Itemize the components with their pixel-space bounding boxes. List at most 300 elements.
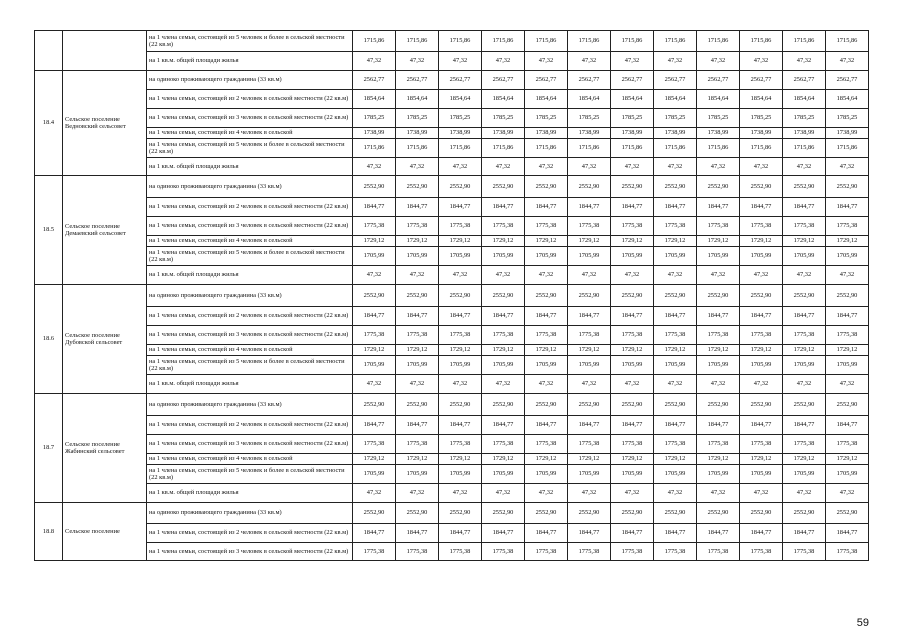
value-cell: 47,32 bbox=[525, 52, 568, 71]
value-cell: 1775,38 bbox=[396, 217, 439, 236]
value-cell: 1775,38 bbox=[482, 217, 525, 236]
value-cell: 1775,38 bbox=[783, 217, 826, 236]
value-cell: 47,32 bbox=[783, 266, 826, 285]
value-cell: 47,32 bbox=[740, 266, 783, 285]
value-cell: 47,32 bbox=[482, 484, 525, 503]
value-cell: 1775,38 bbox=[396, 435, 439, 454]
table-row bbox=[35, 285, 869, 307]
value-cell: 2552,90 bbox=[611, 285, 654, 307]
value-cell: 1775,38 bbox=[568, 217, 611, 236]
value-cell: 1729,12 bbox=[439, 454, 482, 465]
value-cell: 1854,64 bbox=[740, 90, 783, 109]
value-cell: 1785,25 bbox=[482, 109, 525, 128]
value-cell: 47,32 bbox=[697, 52, 740, 71]
value-cell: 47,32 bbox=[654, 52, 697, 71]
section-number: 18.8 bbox=[35, 503, 63, 561]
value-cell: 47,32 bbox=[740, 158, 783, 176]
value-cell: 1705,99 bbox=[740, 247, 783, 266]
value-cell: 47,32 bbox=[439, 375, 482, 394]
value-cell: 1844,77 bbox=[568, 307, 611, 326]
value-cell: 47,32 bbox=[611, 484, 654, 503]
value-cell: 2552,90 bbox=[654, 176, 697, 198]
row-label: на 1 члена семьи, состоящей из 5 человек и более в сельской местности (22 кв.м) bbox=[147, 31, 353, 52]
value-cell: 1729,12 bbox=[783, 454, 826, 465]
value-cell: 1775,38 bbox=[396, 326, 439, 345]
value-cell: 1844,77 bbox=[783, 416, 826, 435]
value-cell: 2552,90 bbox=[826, 394, 869, 416]
value-cell: 1705,99 bbox=[654, 356, 697, 375]
row-label: на одиноко проживающего гражданина (33 кв.м) bbox=[147, 394, 353, 416]
value-cell: 2552,90 bbox=[525, 503, 568, 524]
value-cell: 1844,77 bbox=[353, 416, 396, 435]
row-label: на 1 кв.м. общей площади жилья bbox=[147, 375, 353, 394]
settlement-name: Сельское поселение Жабинский сельсовет bbox=[63, 394, 147, 503]
table-row bbox=[35, 128, 869, 139]
value-cell: 1844,77 bbox=[525, 307, 568, 326]
value-cell: 2562,77 bbox=[396, 71, 439, 90]
settlement-name: Сельское поселение Ведновский сельсовет bbox=[63, 71, 147, 176]
value-cell: 1729,12 bbox=[826, 236, 869, 247]
value-cell: 1775,38 bbox=[611, 326, 654, 345]
value-cell: 1775,38 bbox=[697, 217, 740, 236]
value-cell: 2562,77 bbox=[439, 71, 482, 90]
value-cell: 1844,77 bbox=[654, 307, 697, 326]
table-row bbox=[35, 394, 869, 416]
value-cell: 1715,86 bbox=[396, 139, 439, 158]
value-cell: 47,32 bbox=[783, 52, 826, 71]
value-cell: 1775,38 bbox=[439, 326, 482, 345]
value-cell: 1844,77 bbox=[697, 307, 740, 326]
settlement-name: Сельское поселение Демаевский сельсовет bbox=[63, 176, 147, 285]
value-cell: 1844,77 bbox=[826, 307, 869, 326]
row-label: на 1 члена семьи, состоящей из 2 человек в сельской местности (22 кв.м) bbox=[147, 198, 353, 217]
table-row bbox=[35, 31, 869, 52]
value-cell: 2552,90 bbox=[353, 176, 396, 198]
value-cell: 1844,77 bbox=[353, 524, 396, 543]
value-cell: 1775,38 bbox=[826, 435, 869, 454]
value-cell: 2552,90 bbox=[568, 176, 611, 198]
value-cell: 47,32 bbox=[482, 375, 525, 394]
value-cell: 1715,86 bbox=[439, 139, 482, 158]
value-cell: 1785,25 bbox=[611, 109, 654, 128]
value-cell: 2552,90 bbox=[783, 503, 826, 524]
table-row bbox=[35, 139, 869, 158]
value-cell: 1854,64 bbox=[482, 90, 525, 109]
row-label: на 1 кв.м. общей площади жилья bbox=[147, 484, 353, 503]
table-row bbox=[35, 326, 869, 345]
value-cell: 1775,38 bbox=[396, 543, 439, 561]
value-cell: 1715,86 bbox=[525, 31, 568, 52]
value-cell: 1775,38 bbox=[611, 435, 654, 454]
value-cell: 1844,77 bbox=[439, 307, 482, 326]
value-cell: 1715,86 bbox=[482, 139, 525, 158]
value-cell: 1775,38 bbox=[611, 217, 654, 236]
value-cell: 2552,90 bbox=[439, 503, 482, 524]
value-cell: 1705,99 bbox=[568, 247, 611, 266]
value-cell: 2552,90 bbox=[396, 503, 439, 524]
value-cell: 1715,86 bbox=[482, 31, 525, 52]
value-cell: 1715,86 bbox=[439, 31, 482, 52]
value-cell: 1715,86 bbox=[826, 139, 869, 158]
value-cell: 1715,86 bbox=[654, 31, 697, 52]
value-cell: 1854,64 bbox=[654, 90, 697, 109]
table-row bbox=[35, 503, 869, 524]
value-cell: 1705,99 bbox=[611, 465, 654, 484]
value-cell: 47,32 bbox=[654, 266, 697, 285]
value-cell: 1705,99 bbox=[396, 247, 439, 266]
value-cell: 2552,90 bbox=[525, 176, 568, 198]
value-cell: 2552,90 bbox=[482, 503, 525, 524]
value-cell: 47,32 bbox=[482, 158, 525, 176]
value-cell: 1738,99 bbox=[439, 128, 482, 139]
value-cell: 1844,77 bbox=[396, 416, 439, 435]
value-cell: 1729,12 bbox=[568, 236, 611, 247]
value-cell: 1844,77 bbox=[525, 198, 568, 217]
value-cell: 2552,90 bbox=[826, 176, 869, 198]
value-cell: 1775,38 bbox=[482, 543, 525, 561]
value-cell: 47,32 bbox=[740, 375, 783, 394]
value-cell: 2552,90 bbox=[654, 503, 697, 524]
value-cell: 1705,99 bbox=[396, 356, 439, 375]
row-label: на 1 члена семьи, состоящей из 4 человек в сельской bbox=[147, 454, 353, 465]
value-cell: 1705,99 bbox=[482, 356, 525, 375]
value-cell: 1775,38 bbox=[353, 326, 396, 345]
value-cell: 47,32 bbox=[439, 484, 482, 503]
value-cell: 47,32 bbox=[826, 52, 869, 71]
value-cell: 1844,77 bbox=[439, 416, 482, 435]
row-label: на 1 члена семьи, состоящей из 3 человек в сельской местности (22 кв.м) bbox=[147, 435, 353, 454]
value-cell: 1844,77 bbox=[654, 198, 697, 217]
value-cell: 2552,90 bbox=[740, 394, 783, 416]
row-label: на 1 кв.м. общей площади жилья bbox=[147, 158, 353, 176]
table-row bbox=[35, 247, 869, 266]
value-cell: 47,32 bbox=[353, 52, 396, 71]
value-cell: 1715,86 bbox=[396, 31, 439, 52]
value-cell: 1729,12 bbox=[482, 236, 525, 247]
value-cell: 1854,64 bbox=[568, 90, 611, 109]
section-number: 18.4 bbox=[35, 71, 63, 176]
value-cell: 47,32 bbox=[697, 266, 740, 285]
value-cell: 1844,77 bbox=[525, 524, 568, 543]
row-label: на одиноко проживающего гражданина (33 кв.м) bbox=[147, 71, 353, 90]
value-cell: 1775,38 bbox=[654, 326, 697, 345]
value-cell: 1775,38 bbox=[568, 543, 611, 561]
value-cell: 1715,86 bbox=[697, 139, 740, 158]
value-cell: 2552,90 bbox=[353, 503, 396, 524]
value-cell: 1844,77 bbox=[654, 416, 697, 435]
row-label: на 1 члена семьи, состоящей из 3 человек в сельской местности (22 кв.м) bbox=[147, 109, 353, 128]
value-cell: 2562,77 bbox=[611, 71, 654, 90]
value-cell: 1844,77 bbox=[396, 198, 439, 217]
value-cell: 1729,12 bbox=[525, 236, 568, 247]
value-cell: 1844,77 bbox=[482, 307, 525, 326]
value-cell: 1705,99 bbox=[396, 465, 439, 484]
value-cell: 1705,99 bbox=[654, 465, 697, 484]
value-cell: 1729,12 bbox=[654, 236, 697, 247]
table-row bbox=[35, 375, 869, 394]
table-row bbox=[35, 543, 869, 561]
value-cell: 2562,77 bbox=[654, 71, 697, 90]
row-label: на 1 члена семьи, состоящей из 5 человек и более в сельской местности (22 кв.м) bbox=[147, 247, 353, 266]
value-cell: 1775,38 bbox=[697, 543, 740, 561]
value-cell: 1844,77 bbox=[353, 198, 396, 217]
value-cell: 1705,99 bbox=[783, 247, 826, 266]
value-cell: 1775,38 bbox=[697, 435, 740, 454]
value-cell: 1775,38 bbox=[826, 217, 869, 236]
value-cell: 1844,77 bbox=[611, 198, 654, 217]
value-cell: 1729,12 bbox=[482, 345, 525, 356]
value-cell: 1705,99 bbox=[740, 465, 783, 484]
value-cell: 1715,86 bbox=[611, 31, 654, 52]
value-cell: 47,32 bbox=[611, 158, 654, 176]
table-row bbox=[35, 484, 869, 503]
value-cell: 1729,12 bbox=[482, 454, 525, 465]
value-cell: 1729,12 bbox=[611, 345, 654, 356]
value-cell: 1854,64 bbox=[353, 90, 396, 109]
value-cell: 1775,38 bbox=[482, 326, 525, 345]
value-cell: 1844,77 bbox=[396, 524, 439, 543]
value-cell: 1844,77 bbox=[611, 307, 654, 326]
value-cell: 1705,99 bbox=[611, 247, 654, 266]
value-cell: 1844,77 bbox=[740, 416, 783, 435]
value-cell: 2552,90 bbox=[740, 285, 783, 307]
value-cell: 1729,12 bbox=[439, 345, 482, 356]
row-label: на 1 члена семьи, состоящей из 2 человек в сельской местности (22 кв.м) bbox=[147, 416, 353, 435]
table-row bbox=[35, 198, 869, 217]
value-cell: 2552,90 bbox=[525, 394, 568, 416]
value-cell: 1854,64 bbox=[783, 90, 826, 109]
value-cell: 47,32 bbox=[783, 484, 826, 503]
value-cell: 2552,90 bbox=[482, 176, 525, 198]
table-row bbox=[35, 109, 869, 128]
value-cell: 1844,77 bbox=[697, 198, 740, 217]
value-cell: 1785,25 bbox=[525, 109, 568, 128]
table-row bbox=[35, 236, 869, 247]
value-cell: 1844,77 bbox=[783, 307, 826, 326]
tariff-table bbox=[34, 30, 869, 561]
value-cell: 1729,12 bbox=[525, 345, 568, 356]
value-cell: 47,32 bbox=[525, 158, 568, 176]
value-cell: 47,32 bbox=[525, 484, 568, 503]
value-cell: 2552,90 bbox=[697, 176, 740, 198]
value-cell: 1775,38 bbox=[568, 435, 611, 454]
row-label: на 1 члена семьи, состоящей из 3 человек в сельской местности (22 кв.м) bbox=[147, 326, 353, 345]
value-cell: 1775,38 bbox=[826, 326, 869, 345]
value-cell: 1715,86 bbox=[611, 139, 654, 158]
value-cell: 1775,38 bbox=[525, 217, 568, 236]
value-cell: 1844,77 bbox=[525, 416, 568, 435]
value-cell: 47,32 bbox=[396, 375, 439, 394]
value-cell: 47,32 bbox=[525, 266, 568, 285]
value-cell: 1844,77 bbox=[740, 198, 783, 217]
value-cell: 1775,38 bbox=[525, 543, 568, 561]
value-cell: 1738,99 bbox=[740, 128, 783, 139]
value-cell: 1785,25 bbox=[396, 109, 439, 128]
section-number: 18.6 bbox=[35, 285, 63, 394]
row-label: на 1 члена семьи, состоящей из 3 человек в сельской местности (22 кв.м) bbox=[147, 217, 353, 236]
value-cell: 1729,12 bbox=[654, 454, 697, 465]
value-cell: 1775,38 bbox=[826, 543, 869, 561]
value-cell: 2552,90 bbox=[740, 176, 783, 198]
value-cell: 2552,90 bbox=[568, 394, 611, 416]
value-cell: 2562,77 bbox=[826, 71, 869, 90]
value-cell: 47,32 bbox=[740, 484, 783, 503]
value-cell: 47,32 bbox=[396, 158, 439, 176]
value-cell: 2552,90 bbox=[396, 285, 439, 307]
value-cell: 1775,38 bbox=[525, 326, 568, 345]
table-row bbox=[35, 176, 869, 198]
value-cell: 1705,99 bbox=[525, 247, 568, 266]
value-cell: 1854,64 bbox=[697, 90, 740, 109]
value-cell: 1775,38 bbox=[740, 435, 783, 454]
table-row bbox=[35, 52, 869, 71]
value-cell: 47,32 bbox=[353, 158, 396, 176]
value-cell: 1715,86 bbox=[826, 31, 869, 52]
value-cell: 2552,90 bbox=[353, 285, 396, 307]
row-label: на 1 кв.м. общей площади жилья bbox=[147, 52, 353, 71]
value-cell: 1715,86 bbox=[740, 139, 783, 158]
value-cell: 47,32 bbox=[568, 266, 611, 285]
value-cell: 47,32 bbox=[353, 484, 396, 503]
value-cell: 1705,99 bbox=[697, 356, 740, 375]
row-label: на 1 члена семьи, состоящей из 5 человек и более в сельской местности (22 кв.м) bbox=[147, 356, 353, 375]
value-cell: 1844,77 bbox=[783, 524, 826, 543]
page-number: 59 bbox=[856, 617, 869, 629]
value-cell: 1715,86 bbox=[740, 31, 783, 52]
value-cell: 2562,77 bbox=[353, 71, 396, 90]
value-cell: 1705,99 bbox=[439, 356, 482, 375]
value-cell: 1775,38 bbox=[611, 543, 654, 561]
value-cell: 47,32 bbox=[654, 484, 697, 503]
value-cell: 1844,77 bbox=[353, 307, 396, 326]
value-cell: 1738,99 bbox=[525, 128, 568, 139]
value-cell: 1775,38 bbox=[740, 543, 783, 561]
value-cell: 1854,64 bbox=[439, 90, 482, 109]
value-cell: 1775,38 bbox=[740, 217, 783, 236]
row-label: на 1 члена семьи, состоящей из 4 человек в сельской bbox=[147, 345, 353, 356]
row-label: на 1 члена семьи, состоящей из 2 человек в сельской местности (22 кв.м) bbox=[147, 524, 353, 543]
value-cell: 2562,77 bbox=[740, 71, 783, 90]
value-cell: 1844,77 bbox=[439, 198, 482, 217]
value-cell: 47,32 bbox=[525, 375, 568, 394]
value-cell: 1775,38 bbox=[654, 543, 697, 561]
value-cell: 1715,86 bbox=[353, 139, 396, 158]
value-cell: 1705,99 bbox=[439, 465, 482, 484]
row-label: на 1 члена семьи, состоящей из 3 человек в сельской местности (22 кв.м) bbox=[147, 543, 353, 561]
value-cell: 47,32 bbox=[353, 266, 396, 285]
value-cell: 2552,90 bbox=[611, 503, 654, 524]
value-cell: 1729,12 bbox=[826, 345, 869, 356]
value-cell: 2552,90 bbox=[783, 285, 826, 307]
value-cell: 1775,38 bbox=[439, 543, 482, 561]
value-cell: 1844,77 bbox=[568, 524, 611, 543]
value-cell: 1844,77 bbox=[439, 524, 482, 543]
value-cell: 2552,90 bbox=[826, 285, 869, 307]
value-cell: 1785,25 bbox=[568, 109, 611, 128]
table-row bbox=[35, 465, 869, 484]
value-cell: 2552,90 bbox=[611, 176, 654, 198]
value-cell: 1705,99 bbox=[826, 356, 869, 375]
value-cell: 1775,38 bbox=[654, 435, 697, 454]
table-row bbox=[35, 90, 869, 109]
value-cell: 1729,12 bbox=[783, 236, 826, 247]
value-cell: 1785,25 bbox=[826, 109, 869, 128]
row-label: на 1 члена семьи, состоящей из 4 человек в сельской bbox=[147, 236, 353, 247]
value-cell: 1775,38 bbox=[482, 435, 525, 454]
value-cell: 47,32 bbox=[697, 375, 740, 394]
value-cell: 1844,77 bbox=[697, 524, 740, 543]
table-row bbox=[35, 524, 869, 543]
value-cell: 1729,12 bbox=[654, 345, 697, 356]
value-cell: 1844,77 bbox=[482, 524, 525, 543]
value-cell: 47,32 bbox=[740, 52, 783, 71]
value-cell: 1775,38 bbox=[783, 326, 826, 345]
value-cell: 2552,90 bbox=[783, 394, 826, 416]
row-label: на одиноко проживающего гражданина (33 кв.м) bbox=[147, 176, 353, 198]
value-cell: 1729,12 bbox=[568, 345, 611, 356]
section-number: 18.5 bbox=[35, 176, 63, 285]
value-cell: 1705,99 bbox=[697, 465, 740, 484]
value-cell: 2552,90 bbox=[482, 285, 525, 307]
value-cell: 47,32 bbox=[611, 52, 654, 71]
row-label: на 1 члена семьи, состоящей из 5 человек и более в сельской местности (22 кв.м) bbox=[147, 139, 353, 158]
value-cell: 1729,12 bbox=[740, 454, 783, 465]
value-cell: 1785,25 bbox=[654, 109, 697, 128]
value-cell: 1785,25 bbox=[783, 109, 826, 128]
value-cell: 1844,77 bbox=[568, 416, 611, 435]
value-cell: 1854,64 bbox=[611, 90, 654, 109]
value-cell: 1705,99 bbox=[482, 247, 525, 266]
value-cell: 47,32 bbox=[439, 158, 482, 176]
value-cell: 1705,99 bbox=[353, 465, 396, 484]
value-cell: 1705,99 bbox=[353, 247, 396, 266]
value-cell: 1715,86 bbox=[697, 31, 740, 52]
value-cell: 47,32 bbox=[826, 158, 869, 176]
value-cell: 2552,90 bbox=[697, 285, 740, 307]
value-cell: 1738,99 bbox=[611, 128, 654, 139]
value-cell: 47,32 bbox=[439, 52, 482, 71]
value-cell: 2552,90 bbox=[697, 503, 740, 524]
value-cell: 2552,90 bbox=[482, 394, 525, 416]
table-row bbox=[35, 217, 869, 236]
value-cell: 1729,12 bbox=[697, 454, 740, 465]
value-cell: 1705,99 bbox=[740, 356, 783, 375]
value-cell: 47,32 bbox=[568, 52, 611, 71]
table-row bbox=[35, 454, 869, 465]
value-cell: 1775,38 bbox=[568, 326, 611, 345]
value-cell: 1705,99 bbox=[654, 247, 697, 266]
value-cell: 1715,86 bbox=[783, 139, 826, 158]
value-cell: 1854,64 bbox=[396, 90, 439, 109]
table-row bbox=[35, 356, 869, 375]
value-cell: 1705,99 bbox=[697, 247, 740, 266]
value-cell: 1715,86 bbox=[353, 31, 396, 52]
table-row bbox=[35, 435, 869, 454]
value-cell: 47,32 bbox=[396, 52, 439, 71]
value-cell: 1785,25 bbox=[697, 109, 740, 128]
value-cell: 1729,12 bbox=[525, 454, 568, 465]
value-cell: 47,32 bbox=[482, 266, 525, 285]
table-row bbox=[35, 71, 869, 90]
value-cell: 2552,90 bbox=[439, 394, 482, 416]
value-cell: 1705,99 bbox=[826, 465, 869, 484]
value-cell: 1705,99 bbox=[826, 247, 869, 266]
row-label: на одиноко проживающего гражданина (33 кв.м) bbox=[147, 503, 353, 524]
settlement-name bbox=[63, 31, 147, 71]
settlement-name: Сельское поселение Дубовской сельсовет bbox=[63, 285, 147, 394]
value-cell: 1844,77 bbox=[783, 198, 826, 217]
value-cell: 2562,77 bbox=[568, 71, 611, 90]
